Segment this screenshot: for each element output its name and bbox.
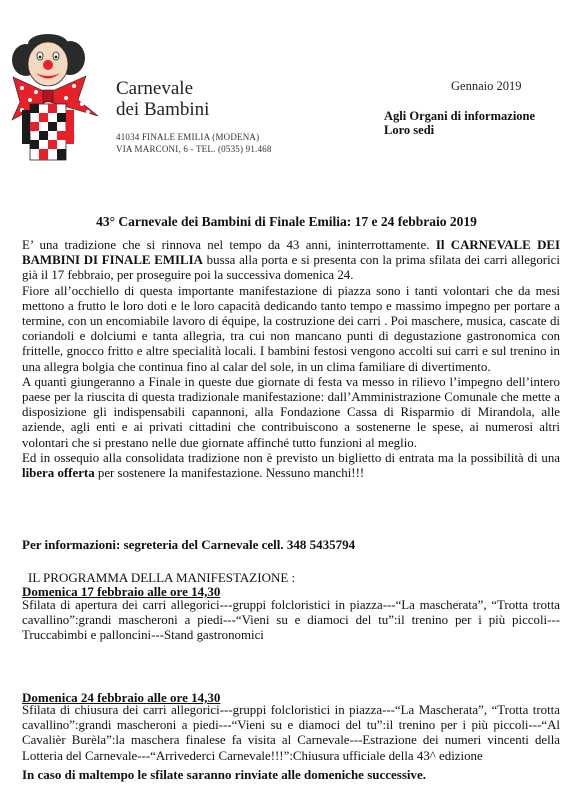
recipient-line1: Agli Organi di informazione [384, 109, 536, 123]
address-line2: VIA MARCONI, 6 - TEL. (0535) 91.468 [116, 144, 272, 154]
program-heading: IL PROGRAMMA DELLA MANIFESTAZIONE : [28, 570, 296, 585]
document-title: 43° Carnevale dei Bambini di Finale Emilia: 17 e 24 febbraio 2019 [96, 214, 477, 229]
info-line: Per informazioni: segreteria del Carnevale cell. 348 5435794 [22, 537, 356, 552]
org-name-line1: Carnevale [116, 78, 194, 99]
paragraph-2: Fiore all’occhiello di questa importante manifestazione di piazza sono i tanti volontari che da mesi mettono a frutto le loro doti e le loro capacità dedicando tanto tempo e massimo impegno per portare a termine, con un encomiabile lavoro di équipe, la costruzione dei carri . Poi maschere, musica, cascate di coriandoli e dolciumi e tanta allegria, tra cui non mancano punti di degustazione gastronomica con frittelle, gnocco fritto e altre specialità locali. I bambini festosi vengono accolti sui carri e sul trenino in una allegra bolgia che continua fino al calar del sole, in un clima familiare di divertimento. [22, 283, 560, 374]
paragraph-4-rest: per sostenere la manifestazione. Nessuno manchi!!! [94, 466, 365, 481]
day1-heading: Domenica 17 febbraio alle ore 14,30 [22, 584, 221, 599]
recipient-line2: Loro sedi [384, 123, 435, 137]
paragraph-4 [22, 451, 560, 481]
letter-date: Gennaio 2019 [451, 79, 522, 93]
paragraph-1 [22, 238, 560, 284]
clown-logo-icon [8, 32, 108, 162]
paragraph-1-bold: Il CARNEVALE DEI BAMBINI DI FINALE EMILIA [22, 238, 561, 268]
paragraph-4-lead: Ed in ossequio alla consolidata tradizione non è previsto un biglietto di entrata ma la possibilità di una [22, 450, 560, 465]
recipient [384, 109, 535, 137]
clown-logo [8, 32, 108, 162]
org-name-line2: dei Bambini [116, 99, 210, 120]
paragraph-1-rest: bussa alla porta e si presenta con la prima sfilata dei carri allegorici già il 17 febbraio, per proseguire poi la successiva domenica 24. [22, 253, 560, 283]
day2-heading: Domenica 24 febbraio alle ore 14,30 [22, 690, 221, 705]
org-name [116, 78, 209, 120]
paragraph-3: A quanti giungeranno a Finale in queste due giornate di festa va messo in rilievo l’impegno dell’intero paese per la riuscita di questa tradizionale manifestazione: dall’Amministrazione Comunale che mette a disposizione gli indispensabili capannoni, alla Fondazione Cassa di Risparmio di Mirandola, alle aziende, agli enti e ai privati cittadini che contribuiscono a sostenerne le spese, ai numerosi altri volontari che si prestano nelle due giornate affinché tutto funzioni al meglio. [22, 374, 560, 450]
paragraph-4-bold: libera offerta [22, 466, 95, 481]
day2-description: Sfilata di chiusura dei carri allegorici---gruppi folcloristici in piazza---“La Mascherata”, “Trotta trotta cavallino”:grandi mascheroni a piedi---“Vieni su e diamoci del tu”:il trenino per i più piccoli---“Al Cavalièr Burèla”:la maschera finalese fa visita al Carnevale---Estrazione dei numeri vincenti della Lotteria del Carnevale---“Arrivederci Carnevale!!!”:Chiusura ufficiale della 43^ edizione [22, 703, 560, 763]
weather-note: In caso di maltempo le sfilate saranno rinviate alle domeniche successive. [22, 767, 427, 782]
body-text [22, 238, 560, 481]
org-address [116, 131, 272, 155]
paragraph-1-lead: E’ una tradizione che si rinnova nel tempo da 43 anni, ininterrottamente. [22, 238, 436, 252]
address-line1: 41034 FINALE EMILIA (MODENA) [116, 132, 260, 142]
day1-description: Sfilata di apertura dei carri allegorici---gruppi folcloristici in piazza---“La mascherata”, “Trotta trotta cavallino”:grandi mascheroni a piedi---“Vieni su e diamoci del tu”:il trenino per i più piccoli---Truccabimbi e palloncini---Stand gastronomici [22, 598, 560, 643]
